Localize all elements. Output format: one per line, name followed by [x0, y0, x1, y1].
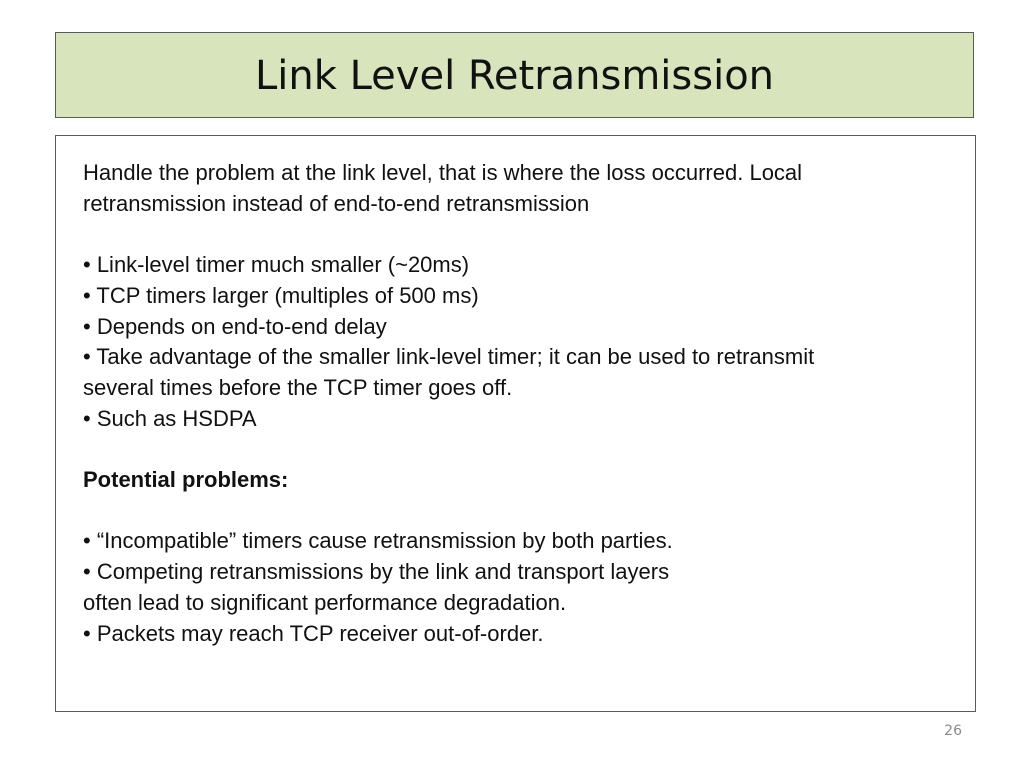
bullet-line: • Take advantage of the smaller link-level timer; it can be used to retransmit: [83, 344, 815, 370]
blank-line: [83, 434, 963, 465]
slide-title: Link Level Retransmission: [254, 53, 775, 99]
problem-line: • “Incompatible” timers cause retransmission by both parties.: [83, 528, 673, 554]
intro-line: retransmission instead of end-to-end retransmission: [83, 190, 590, 216]
problem-continuation-line: often lead to significant performance degradation.: [83, 589, 567, 615]
problem-line: • Packets may reach TCP receiver out-of-order.: [83, 620, 544, 646]
content-box: [55, 135, 976, 712]
bullet-line: • TCP timers larger (multiples of 500 ms): [83, 282, 479, 308]
blank-line: [83, 219, 963, 250]
content-body: [83, 158, 963, 649]
problem-line: • Competing retransmissions by the link and transport layers: [83, 559, 670, 585]
problems-heading: Potential problems:: [83, 467, 289, 492]
bullet-line: • Such as HSDPA: [83, 405, 257, 431]
intro-line: Handle the problem at the link level, that is where the loss occurred. Local: [83, 160, 803, 185]
bullet-line: • Link-level timer much smaller (~20ms): [83, 252, 470, 278]
page-number: 26: [944, 723, 962, 739]
blank-line: [83, 496, 963, 527]
bullet-line: • Depends on end-to-end delay: [83, 313, 387, 339]
title-box: [55, 32, 974, 118]
bullet-continuation-line: several times before the TCP timer goes off.: [83, 374, 513, 400]
